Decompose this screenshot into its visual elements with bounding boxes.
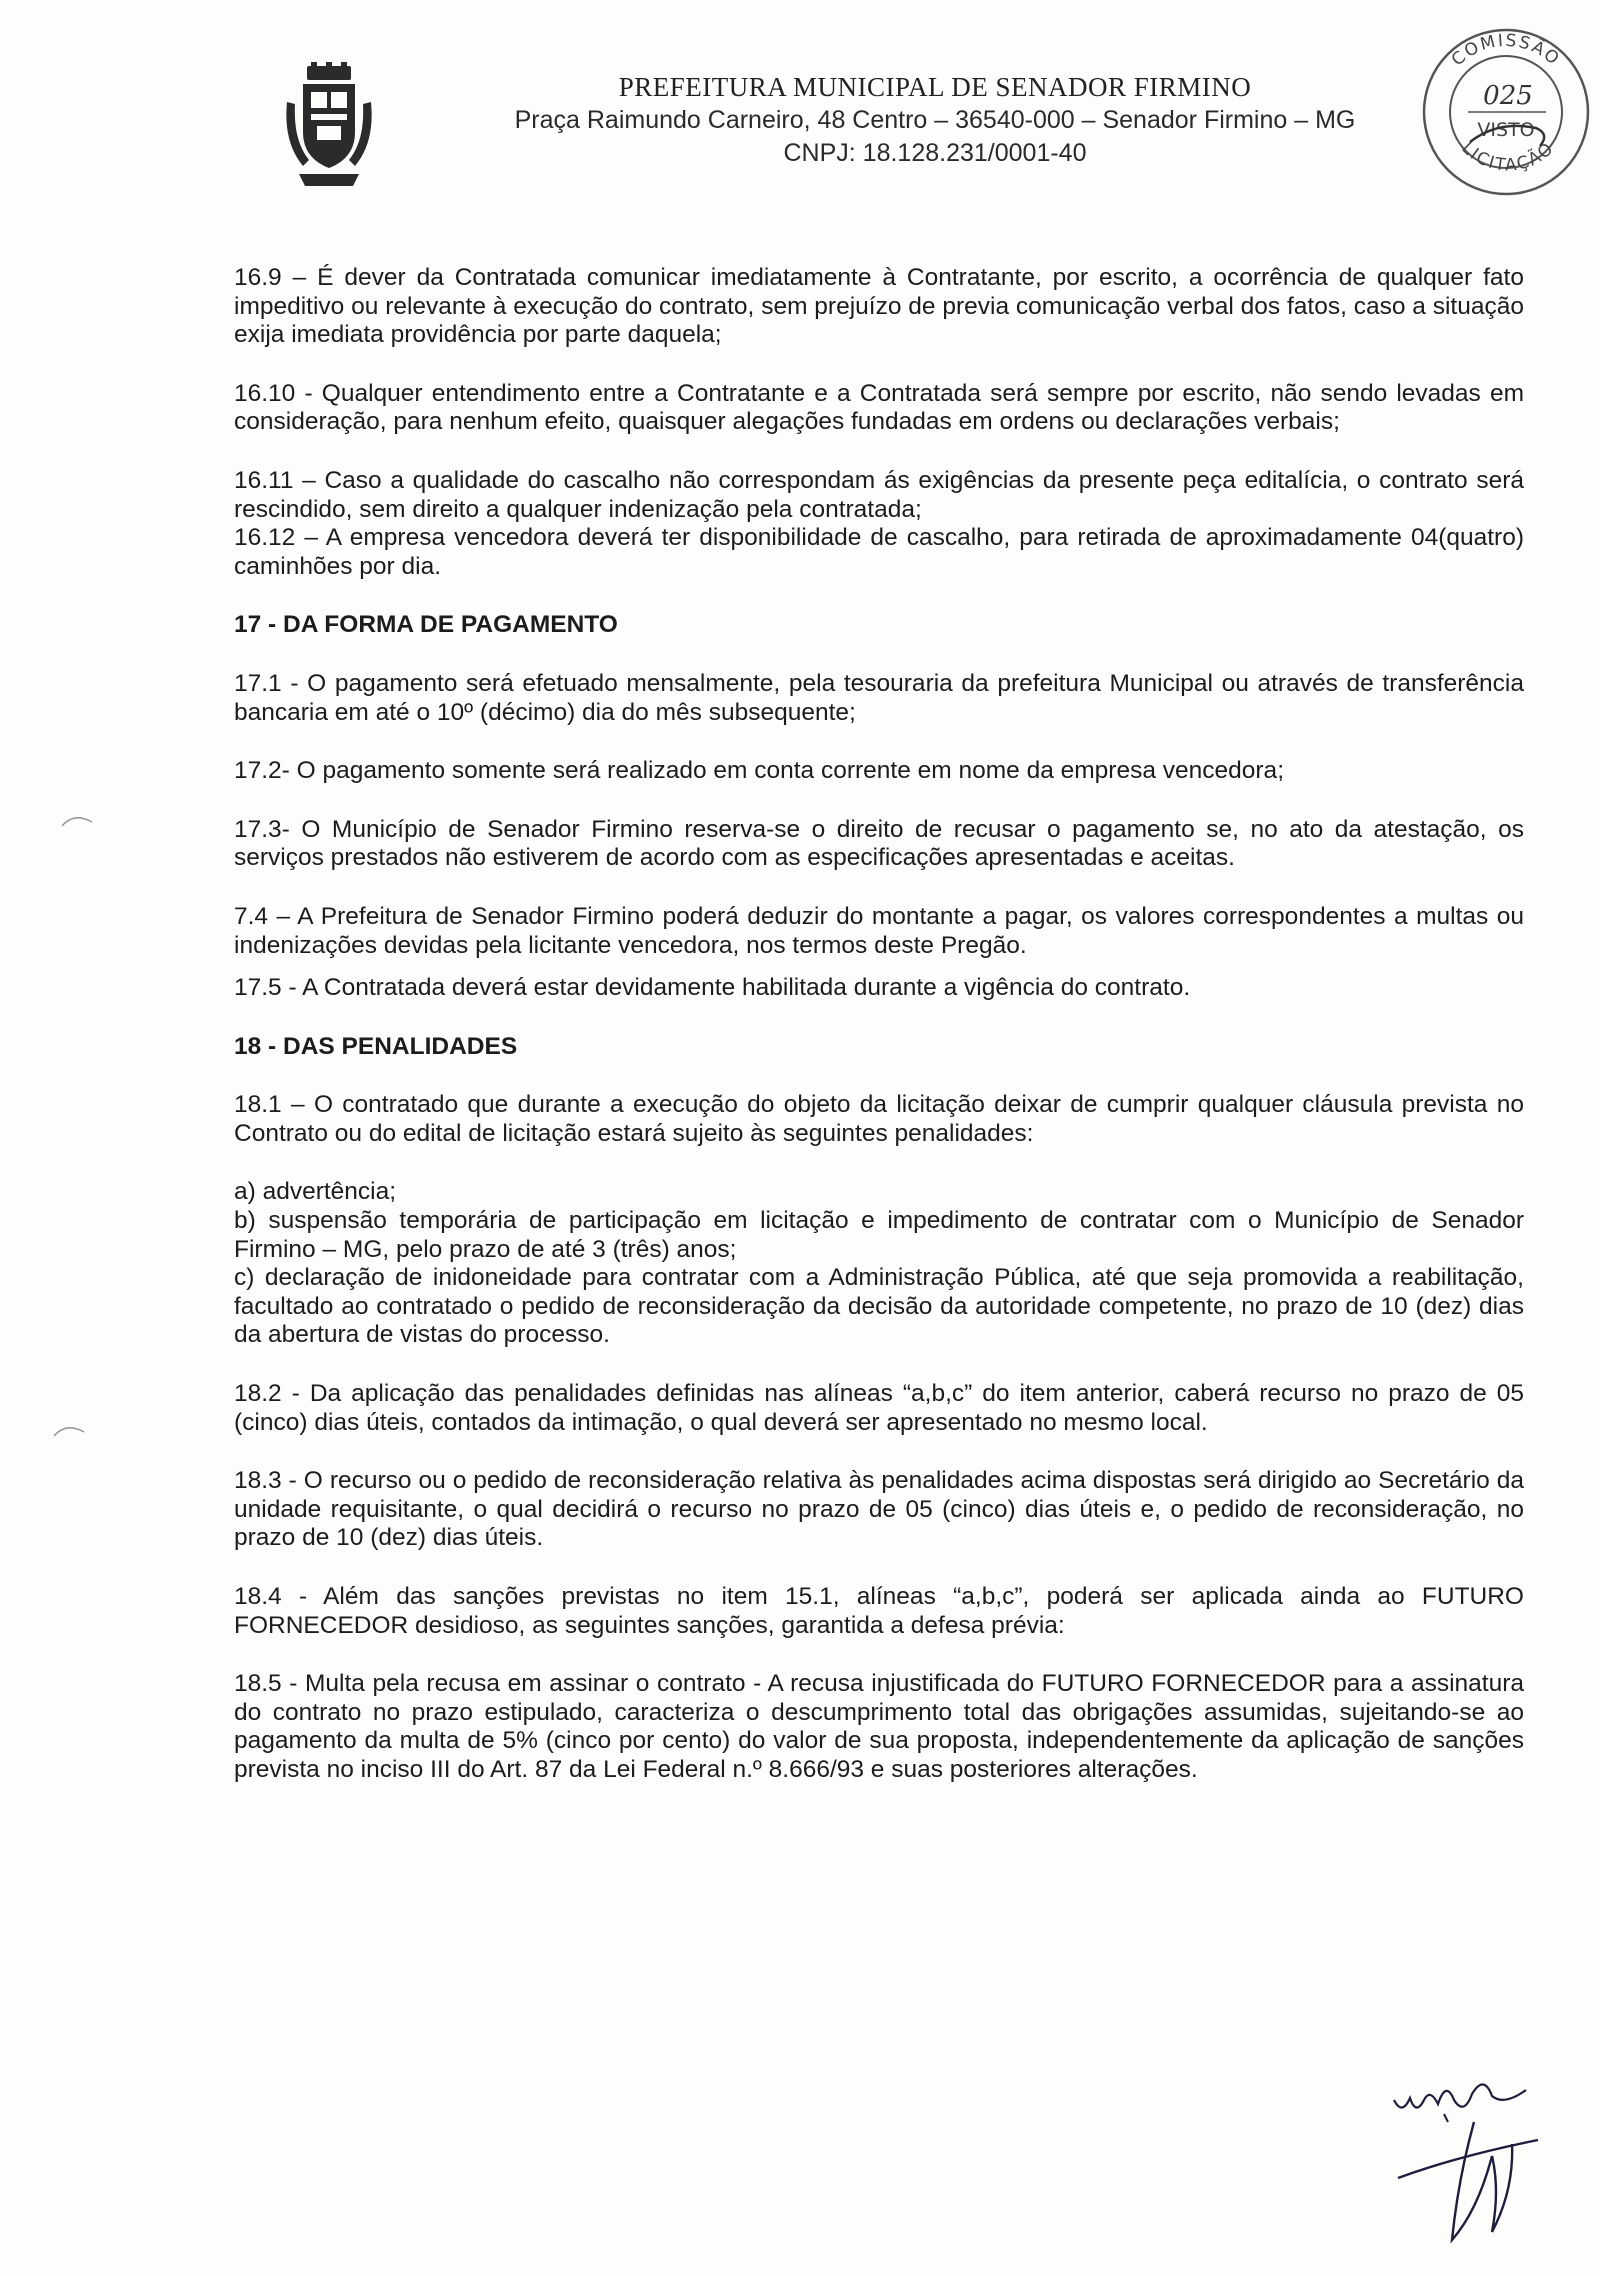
clause-16-12: 16.12 – A empresa vencedora deverá ter disponibilidade de cascalho, para retirada de aproximadamente 04(quatro) caminhões por dia. [234, 524, 1524, 580]
clause-17-3: 17.3- O Município de Senador Firmino reserva-se o direito de recusar o pagamento se, no ato da atestação, os serviços prestados não estiverem de acordo com as especificações apresentadas e aceitas. [234, 815, 1524, 872]
stamp-number: 025 [1483, 81, 1533, 111]
margin-mark-icon [52, 1420, 86, 1440]
stamp-middle-text: VISTO [1477, 119, 1535, 141]
municipality-title: PREFEITURA MUNICIPAL DE SENADOR FIRMINO [618, 72, 1252, 102]
clause-16-9: 16.9 – É dever da Contratada comunicar imediatamente à Contratante, por escrito, a ocorrência de qualquer fato impeditivo ou relevante à execução do contrato, sem prejuízo de previa comunicação verbal dos fatos, caso a situação exija imediata providência por parte daquela; [234, 264, 1524, 349]
clause-18-1: 18.1 – O contratado que durante a execução do objeto da licitação deixar de cumprir qualquer cláusula prevista no Contrato ou do edital de licitação estará sujeito às seguintes penalidades: [234, 1091, 1524, 1147]
svg-text:LICITAÇÃO [1457, 138, 1558, 176]
clause-18-4: 18.4 - Além das sanções previstas no item 15.1, alíneas “a,b,c”, poderá ser aplicada ainda ao FUTURO FORNECEDOR desidioso, as seguintes sanções, garantida a defesa prévia: [234, 1583, 1524, 1639]
clause-17-2: 17.2- O pagamento somente será realizado em conta corrente em nome da empresa vencedora; [234, 757, 1284, 785]
penalty-item-c: c) declaração de inidoneidade para contratar com a Administração Pública, até que seja promovida a reabilitação, facultado ao contratado o pedido de reconsideração da decisão da autoridade competente, no prazo de 10 (dez) dias da abertura de vistas do processo. [234, 1264, 1524, 1349]
margin-mark-icon [60, 810, 94, 830]
section-heading-18: 18 - DAS PENALIDADES [234, 1032, 518, 1060]
svg-text:COMISSÃO [1448, 31, 1564, 71]
clause-17-1: 17.1 - O pagamento será efetuado mensalmente, pela tesouraria da prefeitura Municipal ou através de transferência bancaria em até o 10º (décimo) dia do mês subsequente; [234, 669, 1524, 726]
clause-17-5: 17.5 - A Contratada deverá estar devidamente habilitada durante a vigência do contrato. [234, 974, 1191, 1002]
stamp-top-text: COMISSÃO [1447, 30, 1565, 71]
section-heading-17: 17 - DA FORMA DE PAGAMENTO [234, 611, 618, 639]
clause-18-5: 18.5 - Multa pela recusa em assinar o contrato - A recusa injustificada do FUTURO FORNECEDOR para a assinatura do contrato no prazo estipulado, caracteriza o descumprimento total das obrigações assumidas, sujeitando-se ao pagamento da multa de 5% (cinco por cento) do valor de sua proposta, independentemente da aplicação de sanções prevista no inciso III do Art. 87 da Lei Federal n.º 8.666/93 e suas posteriores alterações. [234, 1670, 1524, 1783]
letterhead [0, 0, 1600, 220]
municipality-address: Praça Raimundo Carneiro, 48 Centro – 36540-000 – Senador Firmino – MG [514, 106, 1356, 134]
clause-16-11: 16.11 – Caso a qualidade do cascalho não correspondam ás exigências da presente peça editalícia, o contrato será rescindido, sem direito a qualquer indenização pela contratada; [234, 466, 1524, 523]
clause-18-2: 18.2 - Da aplicação das penalidades definidas nas alíneas “a,b,c” do item anterior, caberá recurso no prazo de 05 (cinco) dias úteis, contados da intimação, o qual deverá ser apresentado no mesmo local. [234, 1380, 1524, 1436]
commission-stamp [1418, 24, 1593, 202]
document-body [234, 264, 1524, 1785]
municipal-coat-of-arms-icon [283, 62, 375, 192]
clause-18-3: 18.3 - O recurso ou o pedido de reconsideração relativa às penalidades acima dispostas será dirigido ao Secretário da unidade requisitante, o qual decidirá o recurso no prazo de 05 (cinco) dias úteis e, o pedido de reconsideração, no prazo de 10 (dez) dias úteis. [234, 1467, 1524, 1552]
penalty-item-b: b) suspensão temporária de participação em licitação e impedimento de contratar com o Município de Senador Firmino – MG, pelo prazo de até 3 (três) anos; [234, 1207, 1524, 1263]
stamp-bottom-text: LICITAÇÃO [1457, 138, 1559, 176]
penalty-item-a: a) advertência; [234, 1178, 397, 1206]
clause-16-10: 16.10 - Qualquer entendimento entre a Contratante e a Contratada será sempre por escrito, não sendo levadas em consideração, para nenhum efeito, quaisquer alegações fundadas em ordens ou declarações verbais; [234, 379, 1524, 436]
municipality-cnpj: CNPJ: 18.128.231/0001-40 [783, 139, 1087, 167]
handwritten-signature-icon [1388, 2060, 1568, 2250]
clause-7-4: 7.4 – A Prefeitura de Senador Firmino poderá deduzir do montante a pagar, os valores correspondentes a multas ou indenizações devidas pela licitante vencedora, nos termos deste Pregão. [234, 902, 1524, 959]
